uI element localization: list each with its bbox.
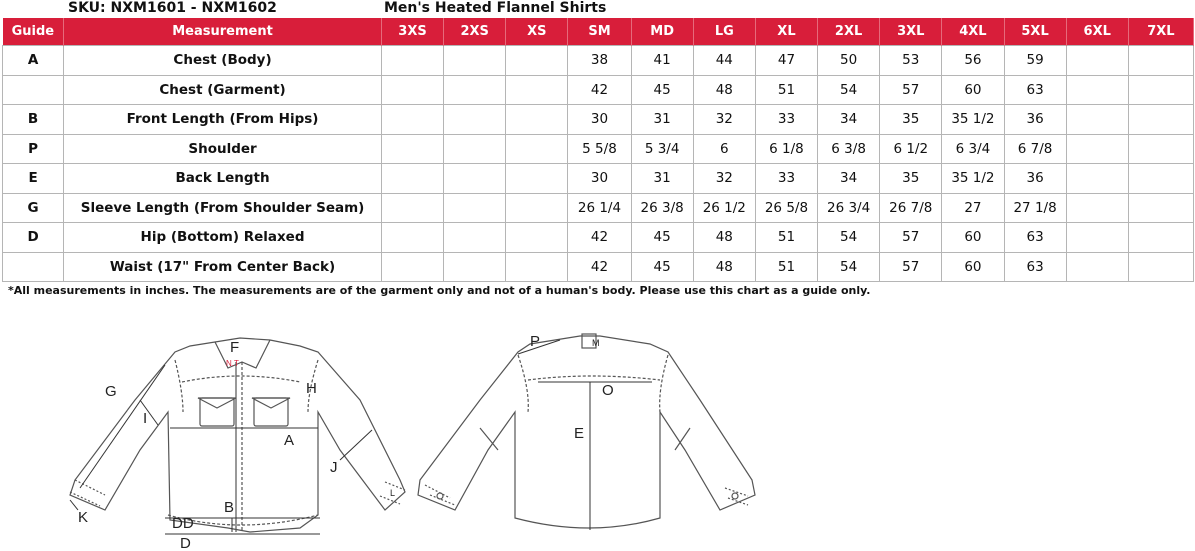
- value-cell: [1066, 223, 1128, 253]
- value-cell: 45: [631, 75, 693, 105]
- column-header: Measurement: [64, 18, 382, 46]
- page-title: Men's Heated Flannel Shirts: [384, 0, 607, 16]
- value-cell: [1128, 223, 1193, 253]
- guide-cell: A: [3, 46, 64, 76]
- value-cell: [506, 193, 568, 223]
- value-cell: [1066, 46, 1128, 76]
- value-cell: 5 5/8: [568, 134, 631, 164]
- column-header: 2XL: [818, 18, 880, 46]
- label-d: D: [180, 535, 191, 551]
- value-cell: [444, 223, 506, 253]
- back-measure-lines: [518, 340, 652, 530]
- value-cell: 6: [693, 134, 755, 164]
- label-i: I: [143, 410, 148, 427]
- value-cell: [381, 164, 443, 194]
- value-cell: 6 7/8: [1004, 134, 1066, 164]
- value-cell: 26 5/8: [755, 193, 817, 223]
- value-cell: 56: [942, 46, 1004, 76]
- column-header: 5XL: [1004, 18, 1066, 46]
- value-cell: [381, 193, 443, 223]
- measurement-cell: Hip (Bottom) Relaxed: [64, 223, 382, 253]
- value-cell: 51: [755, 252, 817, 282]
- column-header: Guide: [3, 18, 64, 46]
- size-chart-table: [2, 18, 1194, 282]
- value-cell: 38: [568, 46, 631, 76]
- value-cell: 26 1/2: [693, 193, 755, 223]
- table-row: [3, 252, 1194, 282]
- value-cell: 6 3/8: [818, 134, 880, 164]
- label-o: O: [602, 382, 614, 399]
- table-row: [3, 46, 1194, 76]
- value-cell: [1066, 164, 1128, 194]
- column-header: 6XL: [1066, 18, 1128, 46]
- value-cell: 6 3/4: [942, 134, 1004, 164]
- column-header: 2XS: [444, 18, 506, 46]
- value-cell: 33: [755, 105, 817, 135]
- value-cell: 31: [631, 164, 693, 194]
- value-cell: [381, 105, 443, 135]
- label-e: E: [574, 425, 585, 442]
- back-shirt: [418, 334, 755, 528]
- value-cell: 42: [568, 75, 631, 105]
- label-p: P: [530, 333, 541, 350]
- column-header: 4XL: [942, 18, 1004, 46]
- label-l: L: [390, 488, 396, 498]
- label-a: A: [284, 432, 295, 449]
- value-cell: [444, 46, 506, 76]
- value-cell: [444, 252, 506, 282]
- value-cell: 63: [1004, 252, 1066, 282]
- value-cell: [1128, 193, 1193, 223]
- value-cell: [506, 252, 568, 282]
- column-header: XS: [506, 18, 568, 46]
- guide-cell: D: [3, 223, 64, 253]
- value-cell: 27 1/8: [1004, 193, 1066, 223]
- value-cell: [444, 134, 506, 164]
- value-cell: 41: [631, 46, 693, 76]
- value-cell: [1128, 105, 1193, 135]
- value-cell: [1128, 46, 1193, 76]
- label-dd: DD: [172, 515, 194, 532]
- label-m: M: [592, 338, 600, 348]
- value-cell: 51: [755, 223, 817, 253]
- value-cell: [1066, 75, 1128, 105]
- guide-cell: E: [3, 164, 64, 194]
- value-cell: 33: [755, 164, 817, 194]
- column-header: MD: [631, 18, 693, 46]
- value-cell: 30: [568, 164, 631, 194]
- value-cell: 35: [880, 105, 942, 135]
- value-cell: [1066, 105, 1128, 135]
- value-cell: [506, 105, 568, 135]
- value-cell: 31: [631, 105, 693, 135]
- column-header: SM: [568, 18, 631, 46]
- page-header: [0, 0, 1195, 17]
- value-cell: [1128, 75, 1193, 105]
- table-row: [3, 193, 1194, 223]
- value-cell: [1128, 134, 1193, 164]
- value-cell: 32: [693, 105, 755, 135]
- value-cell: 32: [693, 164, 755, 194]
- value-cell: 26 3/4: [818, 193, 880, 223]
- column-header: LG: [693, 18, 755, 46]
- value-cell: 45: [631, 252, 693, 282]
- value-cell: [444, 193, 506, 223]
- column-header: 7XL: [1128, 18, 1193, 46]
- value-cell: 54: [818, 252, 880, 282]
- value-cell: 50: [818, 46, 880, 76]
- value-cell: [381, 252, 443, 282]
- measurement-note: *All measurements in inches. The measurements are of the garment only and not of a human's body. Please use this chart as a guide only.: [8, 284, 871, 297]
- measurement-cell: Sleeve Length (From Shoulder Seam): [64, 193, 382, 223]
- guide-cell: B: [3, 105, 64, 135]
- value-cell: [1128, 252, 1193, 282]
- value-cell: 57: [880, 75, 942, 105]
- value-cell: 60: [942, 252, 1004, 282]
- value-cell: 48: [693, 252, 755, 282]
- value-cell: 36: [1004, 105, 1066, 135]
- value-cell: 5 3/4: [631, 134, 693, 164]
- value-cell: 35 1/2: [942, 164, 1004, 194]
- value-cell: [381, 134, 443, 164]
- value-cell: 27: [942, 193, 1004, 223]
- value-cell: 54: [818, 223, 880, 253]
- value-cell: 34: [818, 164, 880, 194]
- value-cell: 35 1/2: [942, 105, 1004, 135]
- value-cell: 48: [693, 75, 755, 105]
- measurement-cell: Chest (Body): [64, 46, 382, 76]
- column-header: 3XS: [381, 18, 443, 46]
- label-g: G: [105, 383, 117, 400]
- value-cell: [444, 105, 506, 135]
- value-cell: 60: [942, 223, 1004, 253]
- measurement-cell: Back Length: [64, 164, 382, 194]
- value-cell: [506, 223, 568, 253]
- measurement-cell: Front Length (From Hips): [64, 105, 382, 135]
- table-row: [3, 164, 1194, 194]
- value-cell: 35: [880, 164, 942, 194]
- sku-label: SKU: NXM1601 - NXM1602: [68, 0, 277, 16]
- value-cell: [506, 46, 568, 76]
- value-cell: 30: [568, 105, 631, 135]
- back-labels: [530, 333, 614, 442]
- value-cell: [506, 164, 568, 194]
- table-row: [3, 75, 1194, 105]
- value-cell: 6 1/2: [880, 134, 942, 164]
- value-cell: [506, 75, 568, 105]
- value-cell: [1066, 134, 1128, 164]
- value-cell: 34: [818, 105, 880, 135]
- value-cell: 63: [1004, 223, 1066, 253]
- value-cell: 57: [880, 223, 942, 253]
- value-cell: 26 1/4: [568, 193, 631, 223]
- value-cell: [1066, 252, 1128, 282]
- value-cell: [1128, 164, 1193, 194]
- measurement-cell: Chest (Garment): [64, 75, 382, 105]
- measurement-cell: Shoulder: [64, 134, 382, 164]
- label-f: F: [230, 339, 240, 356]
- value-cell: 42: [568, 223, 631, 253]
- value-cell: 47: [755, 46, 817, 76]
- value-cell: [506, 134, 568, 164]
- column-header: 3XL: [880, 18, 942, 46]
- value-cell: 59: [1004, 46, 1066, 76]
- value-cell: 53: [880, 46, 942, 76]
- value-cell: 57: [880, 252, 942, 282]
- table-row: [3, 223, 1194, 253]
- value-cell: [381, 46, 443, 76]
- value-cell: [444, 164, 506, 194]
- value-cell: [381, 223, 443, 253]
- value-cell: 26 3/8: [631, 193, 693, 223]
- value-cell: 44: [693, 46, 755, 76]
- value-cell: 54: [818, 75, 880, 105]
- value-cell: 45: [631, 223, 693, 253]
- table-row: [3, 134, 1194, 164]
- value-cell: 42: [568, 252, 631, 282]
- label-k: K: [78, 509, 89, 526]
- label-b: B: [224, 499, 235, 516]
- value-cell: [381, 75, 443, 105]
- value-cell: 36: [1004, 164, 1066, 194]
- value-cell: 60: [942, 75, 1004, 105]
- guide-cell: P: [3, 134, 64, 164]
- shirt-diagram: [0, 300, 1195, 551]
- measurement-cell: Waist (17" From Center Back): [64, 252, 382, 282]
- label-j: J: [330, 459, 338, 476]
- value-cell: 63: [1004, 75, 1066, 105]
- guide-cell: G: [3, 193, 64, 223]
- guide-cell: [3, 75, 64, 105]
- table-row: [3, 105, 1194, 135]
- value-cell: 51: [755, 75, 817, 105]
- value-cell: 48: [693, 223, 755, 253]
- table-header-row: [3, 18, 1194, 46]
- column-header: XL: [755, 18, 817, 46]
- label-h: H: [306, 380, 317, 397]
- value-cell: 26 7/8: [880, 193, 942, 223]
- value-cell: [444, 75, 506, 105]
- value-cell: [1066, 193, 1128, 223]
- label-nt: N.T: [226, 359, 239, 368]
- guide-cell: [3, 252, 64, 282]
- value-cell: 6 1/8: [755, 134, 817, 164]
